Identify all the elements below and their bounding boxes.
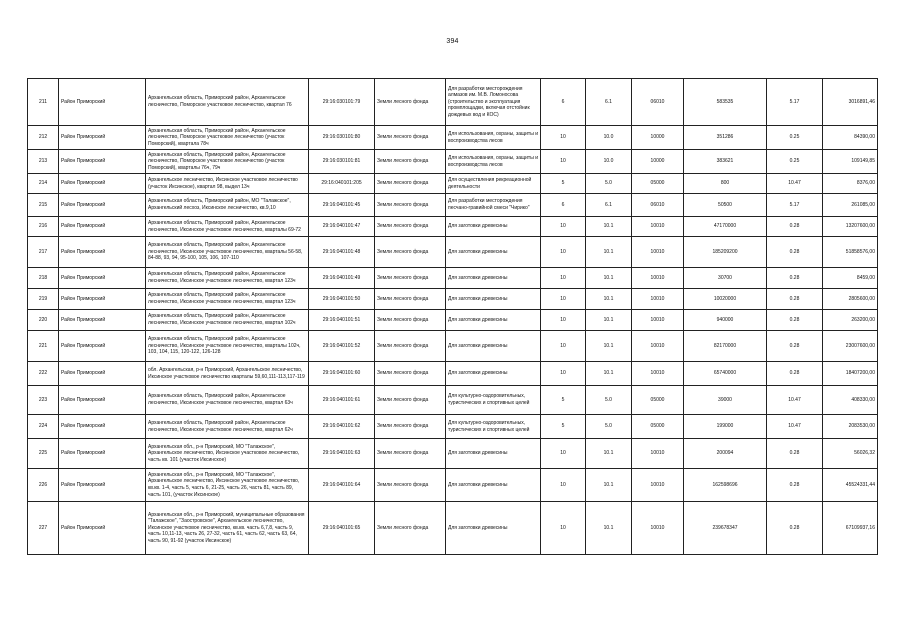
rate-cell: 0.25 <box>767 150 823 174</box>
table-row <box>28 268 878 289</box>
table-row <box>28 331 878 362</box>
code-3-cell: 10000 <box>632 150 684 174</box>
row-number: 227 <box>28 502 59 555</box>
address-cell: Архангельская обл., р-н Приморский, МО "Талажское", Архангельское лесничество, Иксинское участковое лесничество, кв.кв. 1-4, часть 5, часть 6, 21-25, часть 26, часть 81, часть 89, часть 101, (участок Иксинское) <box>146 469 309 502</box>
district-cell: Район Приморский <box>59 79 146 126</box>
permitted-use-cell: Для использования, охраны, защиты и воспроизводства лесов <box>446 150 541 174</box>
cadastral-number-cell: 29:16:030101:80 <box>309 126 375 150</box>
cadastral-number-cell: 29:16:040101:48 <box>309 237 375 268</box>
address-cell: обл. Архангельская, р-н Приморский, Архангельское лесничество, Иксинское участковое лесничество кварталы 59,60,111-113,117-119 <box>146 362 309 386</box>
land-category-cell: Земли лесного фонда <box>375 331 446 362</box>
row-number: 221 <box>28 331 59 362</box>
row-number: 214 <box>28 174 59 194</box>
land-category-cell: Земли лесного фонда <box>375 439 446 469</box>
cadastral-number-cell: 29:16:040101:60 <box>309 362 375 386</box>
code-2-cell: 10.1 <box>586 237 632 268</box>
permitted-use-cell: Для заготовки древесины <box>446 268 541 289</box>
code-2-cell: 10.1 <box>586 268 632 289</box>
code-1-cell: 10 <box>541 331 586 362</box>
land-category-cell: Земли лесного фонда <box>375 79 446 126</box>
land-category-cell: Земли лесного фонда <box>375 150 446 174</box>
code-1-cell: 10 <box>541 150 586 174</box>
table-row <box>28 415 878 439</box>
permitted-use-cell: Для культурно-оздоровительных, туристических и спортивных целей <box>446 386 541 415</box>
code-2-cell: 10.1 <box>586 217 632 237</box>
land-category-cell: Земли лесного фонда <box>375 126 446 150</box>
permitted-use-cell: Для использования, охраны, защиты и воспроизводства лесов <box>446 126 541 150</box>
table-row <box>28 174 878 194</box>
rate-cell: 0.28 <box>767 289 823 310</box>
code-2-cell: 5.0 <box>586 415 632 439</box>
row-number: 217 <box>28 237 59 268</box>
code-3-cell: 10010 <box>632 469 684 502</box>
district-cell: Район Приморский <box>59 150 146 174</box>
land-category-cell: Земли лесного фонда <box>375 502 446 555</box>
land-category-cell: Земли лесного фонда <box>375 310 446 331</box>
area-cell: 940000 <box>684 310 767 331</box>
address-cell: Архангельская обл., р-н Приморский, муниципальные образования "Талажское", "Заостровское", Архангельское лесничество, Иксинское участковое лесничество, кв.кв. часть 6,7,8, часть 9, часть 10,11-13, часть 26, 27-32, часть 61, часть 62, часть 63, 64, часть 90, 91-92 (участок Иксинское) <box>146 502 309 555</box>
cadastral-number-cell: 29:16:040101:52 <box>309 331 375 362</box>
code-3-cell: 06010 <box>632 194 684 217</box>
row-number: 222 <box>28 362 59 386</box>
rate-cell: 0.28 <box>767 331 823 362</box>
cadastral-number-cell: 29:16:040101:64 <box>309 469 375 502</box>
code-3-cell: 10010 <box>632 289 684 310</box>
rate-cell: 0.28 <box>767 502 823 555</box>
rate-cell: 0.28 <box>767 439 823 469</box>
district-cell: Район Приморский <box>59 194 146 217</box>
code-1-cell: 5 <box>541 415 586 439</box>
code-2-cell: 6.1 <box>586 79 632 126</box>
district-cell: Район Приморский <box>59 268 146 289</box>
code-3-cell: 10000 <box>632 126 684 150</box>
address-cell: Архангельская область, Приморский район, Архангельское лесничество, Иксинское участковое лесничество, кварталы 102ч, 103, 104, 115, 120-122, 126-128 <box>146 331 309 362</box>
district-cell: Район Приморский <box>59 289 146 310</box>
code-2-cell: 10.1 <box>586 331 632 362</box>
sum-cell: 261085,00 <box>823 194 878 217</box>
permitted-use-cell: Для заготовки древесины <box>446 331 541 362</box>
district-cell: Район Приморский <box>59 331 146 362</box>
sum-cell: 84390,00 <box>823 126 878 150</box>
permitted-use-cell: Для заготовки древесины <box>446 439 541 469</box>
code-1-cell: 6 <box>541 194 586 217</box>
district-cell: Район Приморский <box>59 174 146 194</box>
sum-cell: 18407200,00 <box>823 362 878 386</box>
sum-cell: 13207600,00 <box>823 217 878 237</box>
address-cell: Архангельская область, Приморский район, Архангельское лесничество, Иксинское участковое лесничество, кварталы 69-72 <box>146 217 309 237</box>
table-row <box>28 126 878 150</box>
area-cell: 351286 <box>684 126 767 150</box>
code-1-cell: 10 <box>541 268 586 289</box>
table-row <box>28 502 878 555</box>
code-1-cell: 5 <box>541 174 586 194</box>
row-number: 220 <box>28 310 59 331</box>
code-2-cell: 6.1 <box>586 194 632 217</box>
cadastral-number-cell: 29:16:040101:65 <box>309 502 375 555</box>
area-cell: 47170000 <box>684 217 767 237</box>
row-number: 215 <box>28 194 59 217</box>
table-row <box>28 79 878 126</box>
code-1-cell: 10 <box>541 289 586 310</box>
district-cell: Район Приморский <box>59 439 146 469</box>
row-number: 224 <box>28 415 59 439</box>
table-row <box>28 237 878 268</box>
permitted-use-cell: Для заготовки древесины <box>446 502 541 555</box>
address-cell: Архангельская область, Приморский район, Архангельское лесничество, Иксинское участковое лесничество, квартал 62ч <box>146 415 309 439</box>
land-category-cell: Земли лесного фонда <box>375 217 446 237</box>
area-cell: 30700 <box>684 268 767 289</box>
table-row <box>28 217 878 237</box>
code-2-cell: 5.0 <box>586 386 632 415</box>
code-3-cell: 10010 <box>632 217 684 237</box>
cadastral-number-cell: 29:16:040101:61 <box>309 386 375 415</box>
cadastral-number-cell: 29:16:040101:50 <box>309 289 375 310</box>
sum-cell: 2805600,00 <box>823 289 878 310</box>
code-3-cell: 10010 <box>632 362 684 386</box>
table-row <box>28 439 878 469</box>
area-cell: 800 <box>684 174 767 194</box>
rate-cell: 0.28 <box>767 217 823 237</box>
land-category-cell: Земли лесного фонда <box>375 237 446 268</box>
row-number: 226 <box>28 469 59 502</box>
sum-cell: 109149,85 <box>823 150 878 174</box>
district-cell: Район Приморский <box>59 310 146 331</box>
permitted-use-cell: Для осуществления рекреационной деятельности <box>446 174 541 194</box>
land-category-cell: Земли лесного фонда <box>375 469 446 502</box>
area-cell: 200094 <box>684 439 767 469</box>
address-cell: Архангельская область, Приморский район, Архангельское лесничество, Иксинское участковое лесничество, квартал 123ч <box>146 289 309 310</box>
area-cell: 10020000 <box>684 289 767 310</box>
permitted-use-cell: Для разработки месторождения песчано-гравийной смеси "Чирико" <box>446 194 541 217</box>
table-row <box>28 150 878 174</box>
row-number: 211 <box>28 79 59 126</box>
rate-cell: 10.47 <box>767 415 823 439</box>
land-registry-table <box>27 78 878 555</box>
sum-cell: 408330,00 <box>823 386 878 415</box>
row-number: 213 <box>28 150 59 174</box>
rate-cell: 5.17 <box>767 194 823 217</box>
row-number: 225 <box>28 439 59 469</box>
sum-cell: 67109937,16 <box>823 502 878 555</box>
area-cell: 239678347 <box>684 502 767 555</box>
cadastral-number-cell: 29:16:040101:51 <box>309 310 375 331</box>
sum-cell: 2083530,00 <box>823 415 878 439</box>
area-cell: 82170000 <box>684 331 767 362</box>
rate-cell: 0.28 <box>767 237 823 268</box>
code-2-cell: 10.1 <box>586 469 632 502</box>
district-cell: Район Приморский <box>59 386 146 415</box>
rate-cell: 0.25 <box>767 126 823 150</box>
table-row <box>28 194 878 217</box>
code-1-cell: 5 <box>541 386 586 415</box>
code-1-cell: 10 <box>541 237 586 268</box>
land-category-cell: Земли лесного фонда <box>375 386 446 415</box>
permitted-use-cell: Для разработки месторождения алмазов им. М.В. Ломоносова (строительство и эксплуатация промплощадки, включая отстойник дождевых вод и КОС) <box>446 79 541 126</box>
permitted-use-cell: Для заготовки древесины <box>446 217 541 237</box>
sum-cell: 51858576,00 <box>823 237 878 268</box>
area-cell: 39000 <box>684 386 767 415</box>
code-2-cell: 10.1 <box>586 439 632 469</box>
sum-cell: 8459,00 <box>823 268 878 289</box>
district-cell: Район Приморский <box>59 126 146 150</box>
sum-cell: 56026,32 <box>823 439 878 469</box>
code-1-cell: 10 <box>541 502 586 555</box>
code-1-cell: 6 <box>541 79 586 126</box>
rate-cell: 0.28 <box>767 469 823 502</box>
sum-cell: 263200,00 <box>823 310 878 331</box>
page-number: 394 <box>446 38 459 45</box>
sum-cell: 3016891,46 <box>823 79 878 126</box>
district-cell: Район Приморский <box>59 217 146 237</box>
address-cell: Архангельская обл., р-н Приморский, МО "Талажское", Архангельское лесничество, Иксинское участковое лесничество, часть кв. 101 (участок Иксинское) <box>146 439 309 469</box>
cadastral-number-cell: 29:16:040101:62 <box>309 415 375 439</box>
permitted-use-cell: Для культурно-оздоровительных, туристических и спортивных целей <box>446 415 541 439</box>
cadastral-number-cell: 29:16:040101:47 <box>309 217 375 237</box>
area-cell: 383621 <box>684 150 767 174</box>
code-3-cell: 05000 <box>632 386 684 415</box>
permitted-use-cell: Для заготовки древесины <box>446 362 541 386</box>
permitted-use-cell: Для заготовки древесины <box>446 289 541 310</box>
address-cell: Архангельская область, Приморский район, Архангельское лесничество, Иксинское участковое лесничество, квартал 63ч <box>146 386 309 415</box>
district-cell: Район Приморский <box>59 362 146 386</box>
code-2-cell: 10.1 <box>586 289 632 310</box>
sum-cell: 23007600,00 <box>823 331 878 362</box>
rate-cell: 0.28 <box>767 362 823 386</box>
row-number: 223 <box>28 386 59 415</box>
rate-cell: 5.17 <box>767 79 823 126</box>
land-category-cell: Земли лесного фонда <box>375 268 446 289</box>
sum-cell: 8376,00 <box>823 174 878 194</box>
permitted-use-cell: Для заготовки древесины <box>446 237 541 268</box>
code-3-cell: 06010 <box>632 79 684 126</box>
area-cell: 199000 <box>684 415 767 439</box>
code-2-cell: 10.1 <box>586 362 632 386</box>
area-cell: 65740000 <box>684 362 767 386</box>
code-1-cell: 10 <box>541 126 586 150</box>
cadastral-number-cell: 29:16:040101:45 <box>309 194 375 217</box>
code-3-cell: 10010 <box>632 268 684 289</box>
code-2-cell: 10.1 <box>586 502 632 555</box>
district-cell: Район Приморский <box>59 469 146 502</box>
row-number: 218 <box>28 268 59 289</box>
address-cell: Архангельская область, Приморский район, Архангельское лесничество, Иксинское участковое лесничество, квартал 123ч <box>146 268 309 289</box>
address-cell: Архангельское лесничество, Иксинское участковое лесничество (участок Иксинское), квартал 98, выдел 13ч <box>146 174 309 194</box>
land-category-cell: Земли лесного фонда <box>375 174 446 194</box>
code-3-cell: 05000 <box>632 415 684 439</box>
row-number: 212 <box>28 126 59 150</box>
code-2-cell: 10.0 <box>586 126 632 150</box>
address-cell: Архангельская область, Приморский район, МО "Талажское", Архангельский лесхоз, Иксинское лесничество, кв.9,10 <box>146 194 309 217</box>
code-1-cell: 10 <box>541 439 586 469</box>
district-cell: Район Приморский <box>59 415 146 439</box>
address-cell: Архангельская область, Приморский район, Архангельское лесничество, Поморское участковое лесничество, квартал 76 <box>146 79 309 126</box>
address-cell: Архангельская область, Приморский район, Архангельское лесничество, Поморское участковое лесничество (участок Поморский), квартала 78ч <box>146 126 309 150</box>
rate-cell: 10.47 <box>767 386 823 415</box>
rate-cell: 0.28 <box>767 268 823 289</box>
land-category-cell: Земли лесного фонда <box>375 415 446 439</box>
permitted-use-cell: Для заготовки древесины <box>446 469 541 502</box>
table-row <box>28 469 878 502</box>
code-3-cell: 10010 <box>632 331 684 362</box>
land-category-cell: Земли лесного фонда <box>375 362 446 386</box>
code-2-cell: 10.1 <box>586 310 632 331</box>
cadastral-number-cell: 29:16:040101:49 <box>309 268 375 289</box>
land-category-cell: Земли лесного фонда <box>375 289 446 310</box>
address-cell: Архангельская область, Приморский район, Архангельское лесничество, Иксинское участковое лесничество, кварталы 56-58, 84-88, 93, 94, 95-100, 105, 106, 107-110 <box>146 237 309 268</box>
land-category-cell: Земли лесного фонда <box>375 194 446 217</box>
code-2-cell: 5.0 <box>586 174 632 194</box>
cadastral-number-cell: 29:16:040101:205 <box>309 174 375 194</box>
code-1-cell: 10 <box>541 362 586 386</box>
table-row <box>28 289 878 310</box>
sum-cell: 45524331,44 <box>823 469 878 502</box>
rate-cell: 0.28 <box>767 310 823 331</box>
code-3-cell: 05000 <box>632 174 684 194</box>
district-cell: Район Приморский <box>59 237 146 268</box>
permitted-use-cell: Для заготовки древесины <box>446 310 541 331</box>
code-3-cell: 10010 <box>632 237 684 268</box>
row-number: 216 <box>28 217 59 237</box>
cadastral-number-cell: 29:16:030101:79 <box>309 79 375 126</box>
code-1-cell: 10 <box>541 310 586 331</box>
area-cell: 162598696 <box>684 469 767 502</box>
code-3-cell: 10010 <box>632 439 684 469</box>
table-row <box>28 310 878 331</box>
cadastral-number-cell: 29:16:030101:81 <box>309 150 375 174</box>
table-row <box>28 386 878 415</box>
area-cell: 185209200 <box>684 237 767 268</box>
area-cell: 583535 <box>684 79 767 126</box>
rate-cell: 10.47 <box>767 174 823 194</box>
code-3-cell: 10010 <box>632 310 684 331</box>
address-cell: Архангельская область, Приморский район, Архангельское лесничество, Иксинское участковое лесничество, квартал 102ч <box>146 310 309 331</box>
district-cell: Район Приморский <box>59 502 146 555</box>
address-cell: Архангельская область, Приморский район, Архангельское лесничество, Поморское участковое лесничество (участок Поморский), кварталы 76ч, 79ч <box>146 150 309 174</box>
code-1-cell: 10 <box>541 469 586 502</box>
area-cell: 50500 <box>684 194 767 217</box>
table-row <box>28 362 878 386</box>
code-1-cell: 10 <box>541 217 586 237</box>
row-number: 219 <box>28 289 59 310</box>
cadastral-number-cell: 29:16:040101:63 <box>309 439 375 469</box>
code-3-cell: 10010 <box>632 502 684 555</box>
code-2-cell: 10.0 <box>586 150 632 174</box>
